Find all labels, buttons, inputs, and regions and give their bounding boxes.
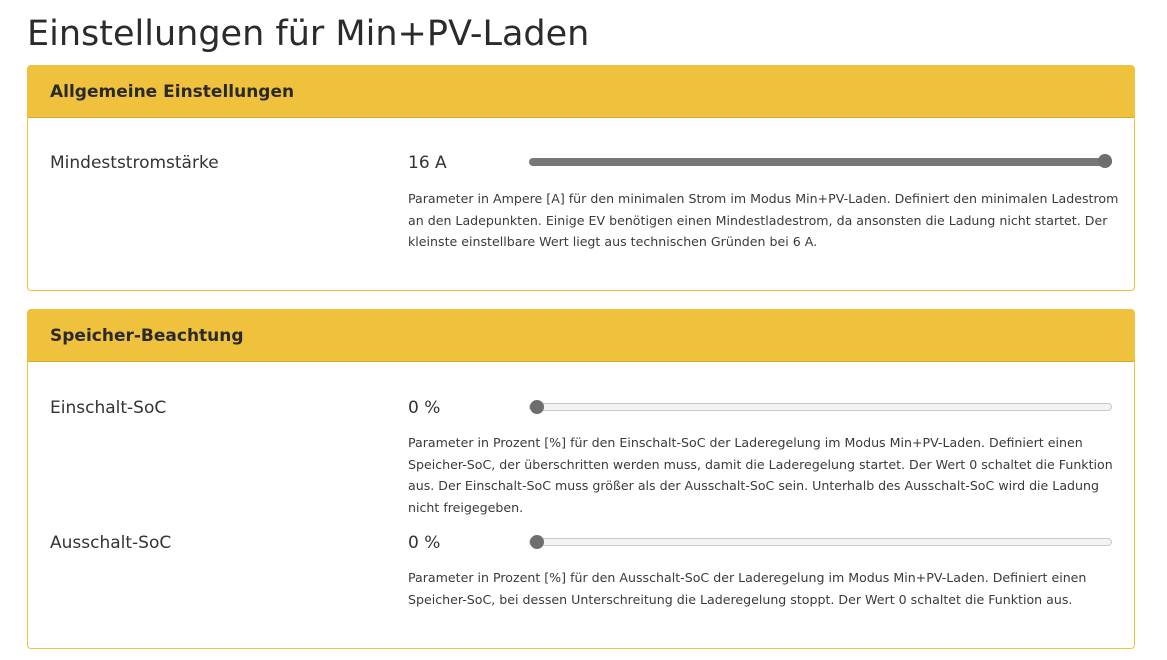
off-soc-description: Parameter in Prozent [%] für den Ausschalt-SoC der Laderegelung im Modus Min+PV-Laden. Definiert einen Speicher-SoC, bei dessen Unterschreitung die Laderegelung stoppt. Der Wert 0 schaltet die Funktion aus.: [408, 570, 1087, 607]
min-current-slider-thumb[interactable]: [1098, 154, 1112, 168]
storage-settings-card: [27, 309, 1135, 649]
on-soc-value: 0 %: [408, 398, 441, 418]
min-current-label: Mindeststromstärke: [50, 153, 219, 173]
off-soc-label: Ausschalt-SoC: [50, 533, 172, 553]
on-soc-slider[interactable]: [529, 403, 1112, 411]
page-title: Einstellungen für Min+PV-Laden: [27, 14, 590, 54]
off-soc-slider-thumb[interactable]: [530, 535, 544, 549]
min-current-slider[interactable]: [529, 158, 1112, 166]
general-settings-title: Allgemeine Einstellungen: [50, 81, 295, 102]
storage-settings-header[interactable]: [28, 310, 1134, 362]
off-soc-slider[interactable]: [529, 538, 1112, 546]
off-soc-value: 0 %: [408, 533, 441, 553]
storage-settings-title: Speicher-Beachtung: [50, 325, 244, 346]
general-settings-header[interactable]: [28, 66, 1134, 118]
general-settings-card: [27, 65, 1135, 291]
on-soc-description: Parameter in Prozent [%] für den Einschalt-SoC der Laderegelung im Modus Min+PV-Laden. Definiert einen Speicher-SoC, der überschritten werden muss, damit die Laderegelung startet. Der Wert 0 schaltet die Funktion aus. Der Einschalt-SoC muss größer als der Ausschalt-SoC sein. Unterhalb des Ausschalt-SoC wird die Ladung nicht freigegeben.: [408, 435, 1113, 515]
on-soc-slider-thumb[interactable]: [530, 400, 544, 414]
on-soc-label: Einschalt-SoC: [50, 398, 167, 418]
min-current-value: 16 A: [408, 153, 447, 173]
min-current-description: Parameter in Ampere [A] für den minimalen Strom im Modus Min+PV-Laden. Definiert den minimalen Ladestrom an den Ladepunkten. Einige EV benötigen einen Mindestladestrom, da ansonsten die Ladung nicht startet. Der kleinste einstellbare Wert liegt aus technischen Gründen bei 6 A.: [408, 191, 1119, 249]
